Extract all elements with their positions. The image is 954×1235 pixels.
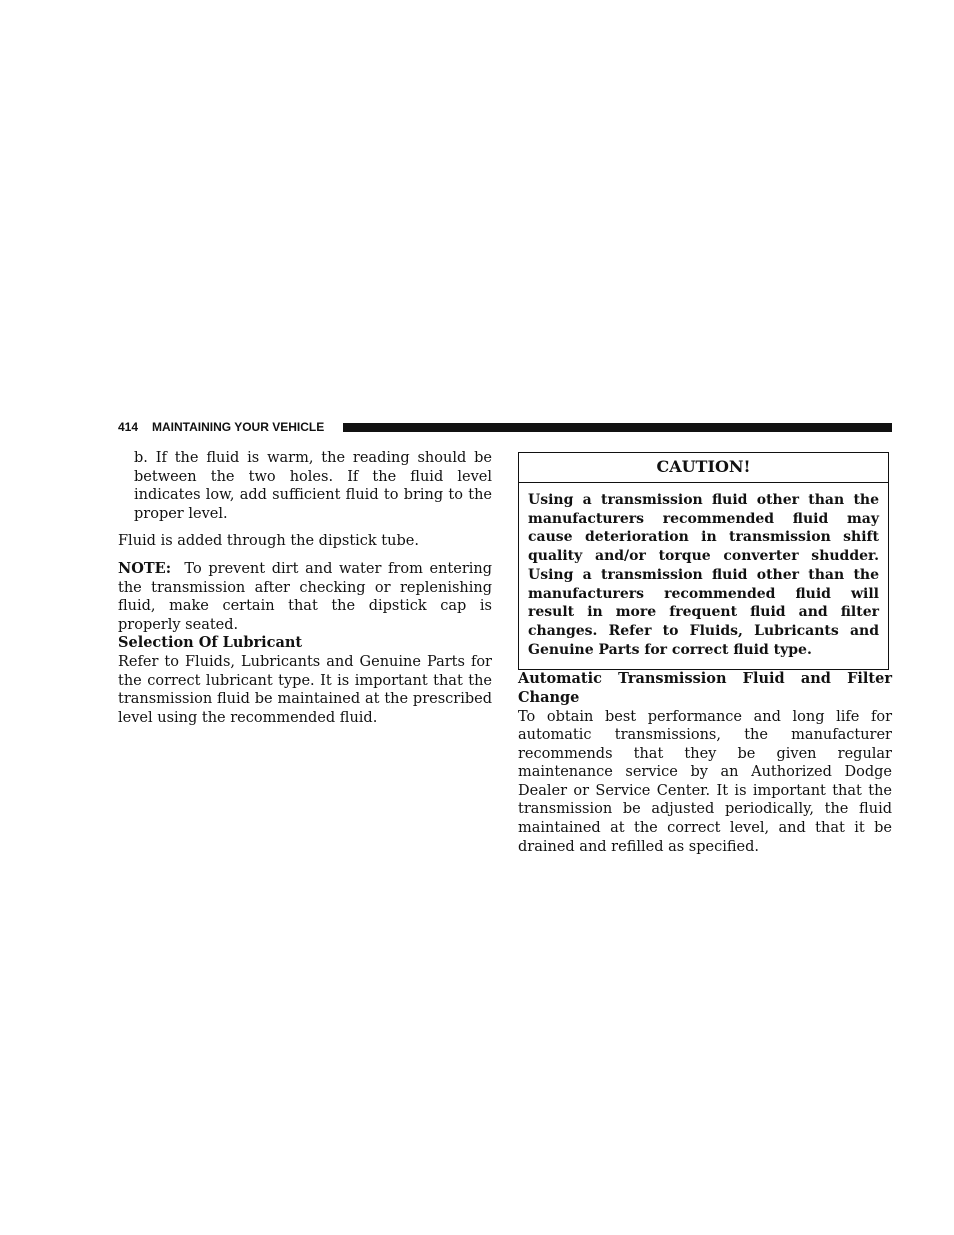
note-label: NOTE:: [118, 559, 172, 577]
page-number: 414: [118, 420, 139, 434]
caution-box: [518, 452, 889, 670]
section-title: MAINTAINING YOUR VEHICLE: [152, 420, 325, 434]
atf-paragraph: To obtain best performance and long life for automatic transmissions, the manufacturer recommends that they be given regular maintenance service by an Authorized Dodge Dealer or Service Center. It is important that the transmission be adjusted periodically, the fluid maintained at the correct level, and that it be drained and refilled as specified.: [518, 708, 892, 855]
header-rule: [343, 423, 892, 432]
fluid-added-paragraph: Fluid is added through the dipstick tube.: [118, 533, 419, 550]
lubricant-heading: Selection Of Lubricant: [118, 634, 303, 652]
note-text: To prevent dirt and water from entering the transmission after checking or replenishing fluid, make certain that the dipstick cap is properly seated.: [118, 560, 493, 633]
caution-text: Using a transmission fluid other than the manufacturers recommended fluid may cause deterioration in transmission shift quality and/or torque converter shudder. Using a transmission fluid other than the manufacturers recommended fluid will result in more frequent fluid and filter changes. Refer to Fluids, Lubricants and Genuine Parts for correct fluid type.: [528, 492, 879, 658]
page-header: [118, 419, 892, 435]
note-paragraph: [118, 560, 492, 634]
atf-heading: Automatic Transmission Fluid and Filter Change: [518, 670, 892, 706]
caution-title: CAUTION!: [519, 453, 888, 483]
left-column: [118, 449, 492, 727]
right-column: [518, 452, 892, 856]
step-b-paragraph: b. If the fluid is warm, the reading should be between the two holes. If the fluid level indicates low, add sufficient fluid to bring to the proper level.: [134, 450, 492, 522]
lubricant-paragraph: Refer to Fluids, Lubricants and Genuine Parts for the correct lubricant type. It is important that the transmission fluid be maintained at the prescribed level using the recommended fluid.: [118, 653, 492, 726]
